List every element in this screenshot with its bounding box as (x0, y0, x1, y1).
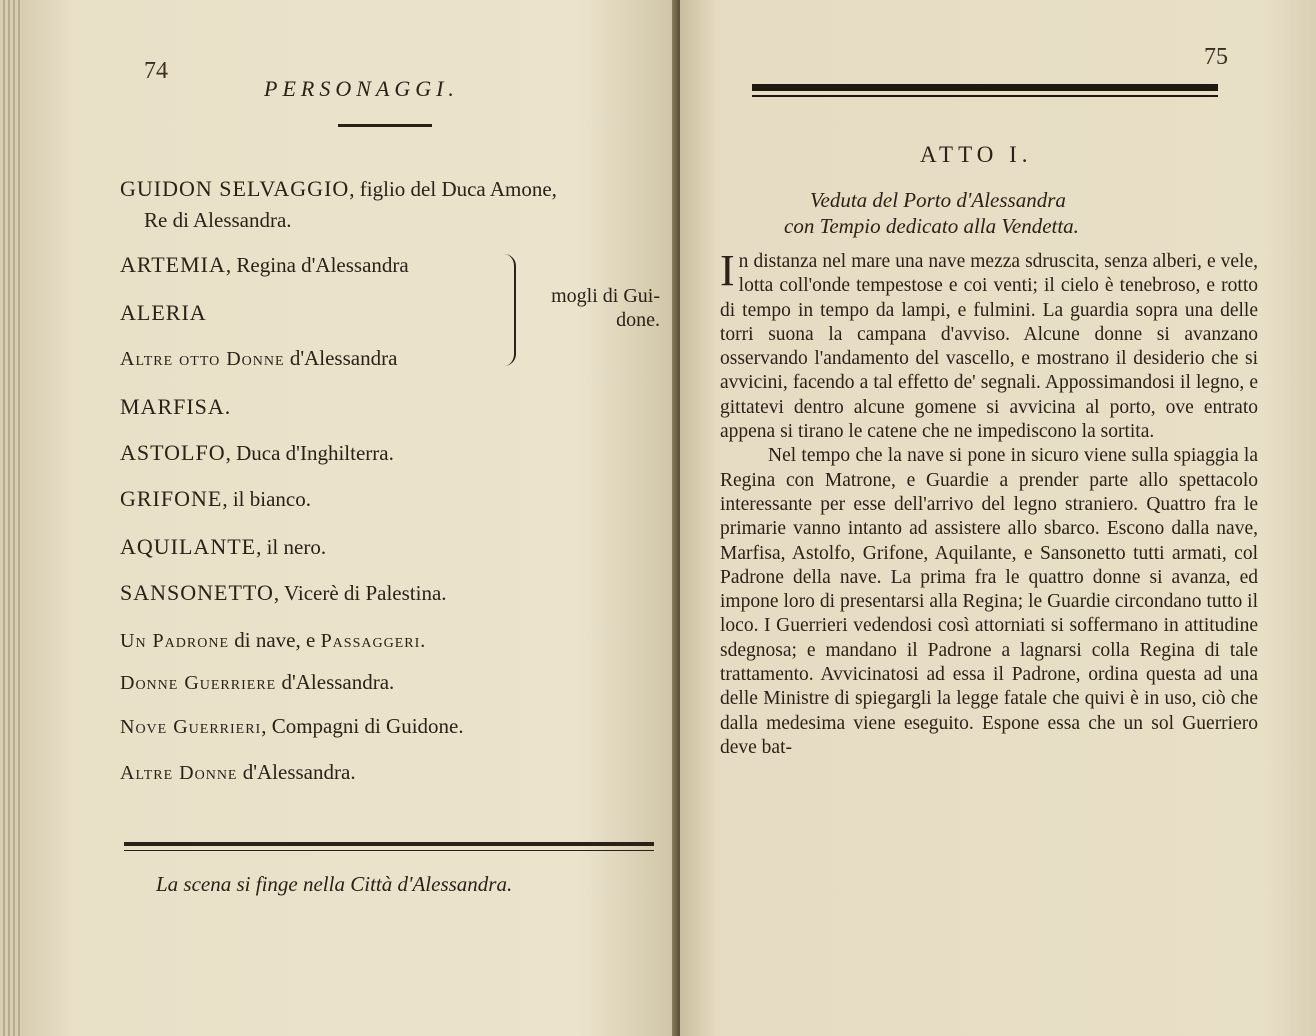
character-desc: Re di Alessandra. (144, 208, 292, 232)
right-page-number: 75 (1204, 44, 1228, 70)
character-entry (120, 346, 397, 371)
character-entry (120, 176, 557, 202)
character-entry (120, 394, 231, 420)
brace-note-line: mogli di Gui- (551, 285, 660, 307)
character-desc: d'Alessandra. (237, 760, 356, 784)
character-name: ALERIA (120, 300, 207, 325)
character-entry (120, 670, 394, 695)
character-name: AQUILANTE (120, 534, 257, 559)
act-title: ATTO I. (920, 142, 1033, 167)
character-entry (144, 208, 292, 233)
setting-line: Veduta del Porto d'Alessandra (810, 188, 1066, 212)
character-name: Altre otto Donne (120, 348, 285, 370)
character-desc: , il bianco. (222, 487, 311, 511)
character-desc: di nave, e (229, 628, 321, 652)
character-desc: , il nero. (256, 535, 327, 559)
character-name: Nove Guerrieri (120, 716, 262, 738)
character-name: Un Padrone (120, 630, 230, 652)
character-entry (120, 628, 426, 653)
character-desc: , Duca d'Inghilterra. (225, 441, 394, 465)
brace-note-line: done. (616, 309, 660, 331)
character-entry (120, 714, 464, 739)
character-entry (120, 300, 207, 326)
paragraph-text: n distanza nel mare una nave mezza sdruscita, senza alberi, e vele, lotta coll'onde tempestose e coi venti; il cielo è tenebroso, e rotto di tempo in tempo da lampi, e fulmini. La guardia sopra una delle torri suona la campana d'avviso. Alcune donne si avanzano osservando l'andamento del vascello, e mostrano il desiderio che si avvicini, facendo a tal effetto de' segnali. Appossimandosi il legno, e gittatevi dentro alcune gomene si avvicina al porto, ove entrato appena si tirano le catene che ne impediscono la sortita. (720, 251, 1258, 443)
character-name: Altre Donne (120, 762, 238, 784)
paragraph (720, 246, 1258, 444)
character-entry (120, 580, 447, 606)
character-name: GUIDON SELVAGGIO (120, 176, 350, 201)
character-desc: , Vicerè di Palestina. (273, 581, 447, 605)
character-desc: , Compagni di Guidone. (261, 714, 464, 738)
head-rule (338, 124, 432, 127)
character-name: Donne Guerriere (120, 672, 277, 694)
drop-cap: I (720, 246, 735, 295)
character-desc: d'Alessandra. (276, 670, 395, 694)
character-entry (120, 534, 326, 560)
left-page-number: 74 (144, 58, 168, 84)
header-rule-thin (752, 95, 1218, 97)
character-entry (120, 486, 311, 512)
character-extra: Passaggeri. (320, 630, 427, 652)
character-entry (120, 440, 394, 466)
character-name: ARTEMIA (120, 252, 226, 277)
scene-note: La scena si finge nella Città d'Alessandra. (156, 872, 513, 896)
character-name: SANSONETTO (120, 580, 274, 605)
character-entry (120, 760, 356, 785)
paragraph: Nel tempo che la nave si pone in sicuro viene sulla spiaggia la Regina con Matrone, e Guardie a prender parte allo spettacolo interessante per esse dell'arrivo del legno straniero. Quattro fra le primarie vanno intanto ad assistere allo sbarco. Escono dalla nave, Marfisa, Astolfo, Grifone, Aquilante, e Sansonetto tutti armati, col Padrone della nave. La prima fra le quattro donne si avanza, ed impone loro di presentarsi alla Regina; le Guardie circondano tutto il loco. I Guerrieri vedendosi così attorniati si soffermano in attitudine sdegnosa; e mandano il Padrone a lagnarsi colla Regina di tale trattamento. Avvicinatosi ad essa il Padrone, ordina questa ad una delle Ministre di spiegargli la legge fatale che quivi è in uso, ciò che dalla medesima viene eseguito. Espone essa che un sol Guerriero deve bat- (720, 445, 1258, 758)
character-desc: , figlio del Duca Amone, (349, 177, 557, 201)
running-head: PERSONAGGI. (264, 76, 459, 101)
character-desc: , Regina d'Alessandra (225, 253, 409, 277)
character-name: MARFISA. (120, 394, 232, 419)
character-name: ASTOLFO (120, 440, 226, 465)
brace (500, 254, 516, 366)
bottom-rule (124, 842, 654, 846)
character-name: GRIFONE (120, 486, 223, 511)
header-rule (752, 84, 1218, 91)
character-desc: d'Alessandra (284, 346, 398, 370)
bottom-rule-thin (124, 850, 654, 851)
setting-line: con Tempio dedicato alla Vendetta. (784, 214, 1079, 238)
stage-direction-text (720, 246, 1258, 760)
character-entry (120, 252, 409, 278)
brace-note (520, 284, 660, 332)
